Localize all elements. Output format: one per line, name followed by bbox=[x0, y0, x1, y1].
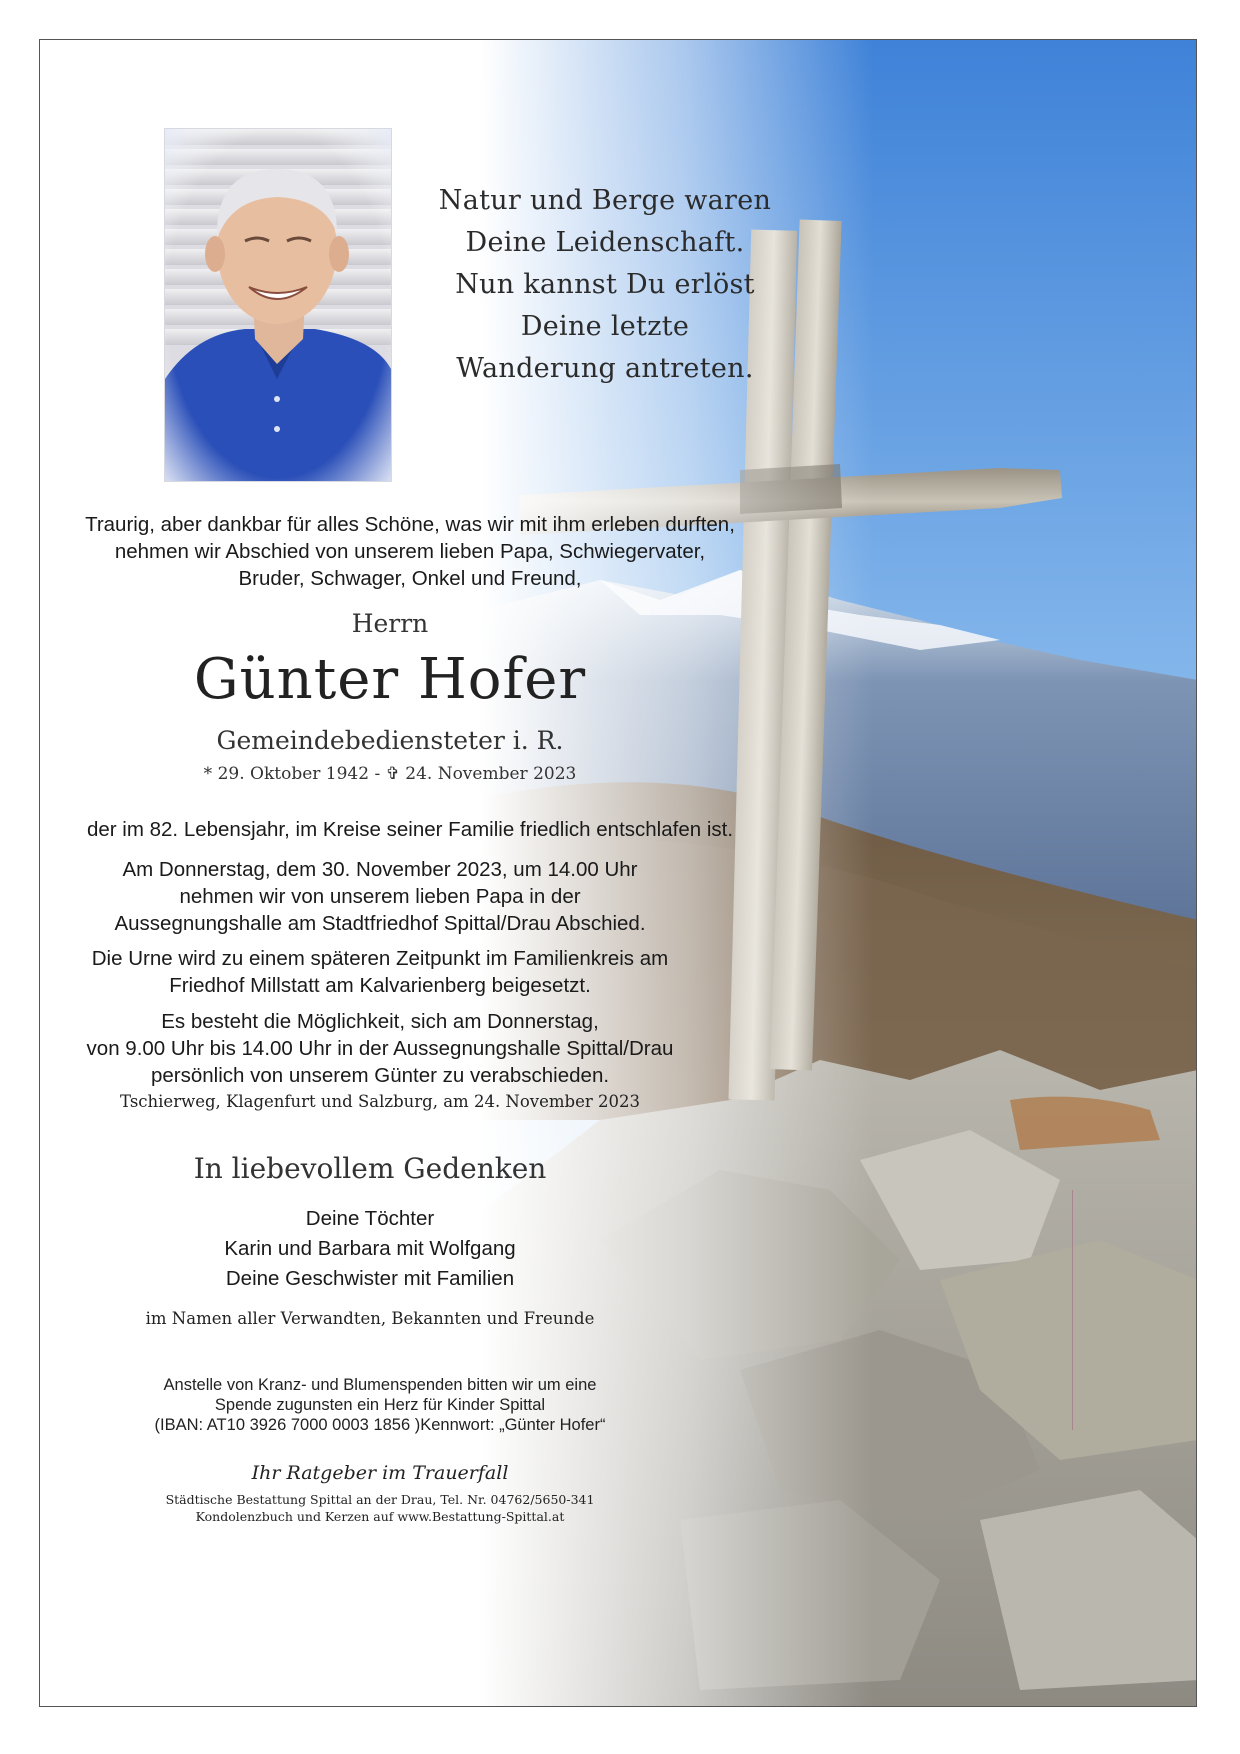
ceremony-text bbox=[60, 856, 700, 937]
farewell-line: von 9.00 Uhr bis 14.00 Uhr in der Aussegnungshalle Spittal/Drau bbox=[86, 1037, 674, 1060]
ceremony-line: Aussegnungshalle am Stadtfriedhof Spittal/Drau Abschied. bbox=[114, 912, 646, 935]
portrait-photo bbox=[164, 128, 392, 482]
family-list bbox=[110, 1204, 630, 1294]
family-line: Deine Töchter bbox=[305, 1207, 435, 1230]
urn-line: Friedhof Millstatt am Kalvarienberg beigesetzt. bbox=[169, 974, 591, 997]
poem-line: Natur und Berge waren bbox=[438, 185, 772, 216]
scan-line bbox=[1072, 1190, 1073, 1430]
poem-line: Wanderung antreten. bbox=[456, 353, 754, 384]
donation-text bbox=[80, 1375, 680, 1435]
poem-line: Nun kannst Du erlöst bbox=[455, 269, 755, 300]
intro-line: nehmen wir Abschied von unserem lieben Papa, Schwiegervater, bbox=[114, 540, 706, 563]
intro-line: Bruder, Schwager, Onkel und Freund, bbox=[238, 567, 582, 590]
family-line: Karin und Barbara mit Wolfgang bbox=[224, 1237, 516, 1260]
farewell-text bbox=[60, 1008, 700, 1089]
deceased-name: Günter Hofer bbox=[193, 647, 587, 712]
relatives-text: im Namen aller Verwandten, Bekannten und Freunde bbox=[145, 1309, 595, 1328]
ceremony-line: nehmen wir von unserem lieben Papa in der bbox=[179, 885, 581, 908]
passed-text: der im 82. Lebensjahr, im Kreise seiner Familie friedlich entschlafen ist. bbox=[86, 818, 734, 841]
memorial-heading: In liebevollem Gedenken bbox=[193, 1152, 547, 1185]
footer-slogan: Ihr Ratgeber im Trauerfall bbox=[251, 1462, 509, 1484]
footer-company: Städtische Bestattung Spittal an der Drau, Tel. Nr. 04762/5650-341 bbox=[165, 1492, 595, 1507]
poem bbox=[430, 180, 780, 390]
donation-line: Anstelle von Kranz- und Blumenspenden bitten wir um eine bbox=[163, 1376, 597, 1394]
poem-line: Deine letzte bbox=[520, 311, 690, 342]
donation-line: (IBAN: AT10 3926 7000 0003 1856 )Kennwort: „Günter Hofer“ bbox=[154, 1416, 606, 1434]
urn-text bbox=[60, 945, 700, 999]
intro-text bbox=[60, 511, 760, 592]
donation-line: Spende zugunsten ein Herz für Kinder Spittal bbox=[214, 1396, 546, 1414]
farewell-line: persönlich von unserem Günter zu verabschieden. bbox=[150, 1064, 610, 1087]
obituary-card bbox=[39, 39, 1197, 1707]
poem-line: Deine Leidenschaft. bbox=[465, 227, 745, 258]
urn-line: Die Urne wird zu einem späteren Zeitpunkt im Familienkreis am bbox=[91, 947, 669, 970]
salutation: Herrn bbox=[351, 609, 429, 638]
farewell-line: Es besteht die Möglichkeit, sich am Donnerstag, bbox=[161, 1010, 599, 1033]
place-date: Tschierweg, Klagenfurt und Salzburg, am 24. November 2023 bbox=[120, 1092, 640, 1111]
ceremony-line: Am Donnerstag, dem 30. November 2023, um 14.00 Uhr bbox=[122, 858, 638, 881]
deceased-title: Gemeindebediensteter i. R. bbox=[216, 726, 564, 755]
intro-line: Traurig, aber dankbar für alles Schöne, was wir mit ihm erleben durften, bbox=[85, 513, 735, 536]
life-dates: * 29. Oktober 1942 - ✞ 24. November 2023 bbox=[203, 764, 577, 784]
footer-condolence: Kondolenzbuch und Kerzen auf www.Bestattung-Spittal.at bbox=[195, 1509, 565, 1524]
family-line: Deine Geschwister mit Familien bbox=[225, 1267, 515, 1290]
